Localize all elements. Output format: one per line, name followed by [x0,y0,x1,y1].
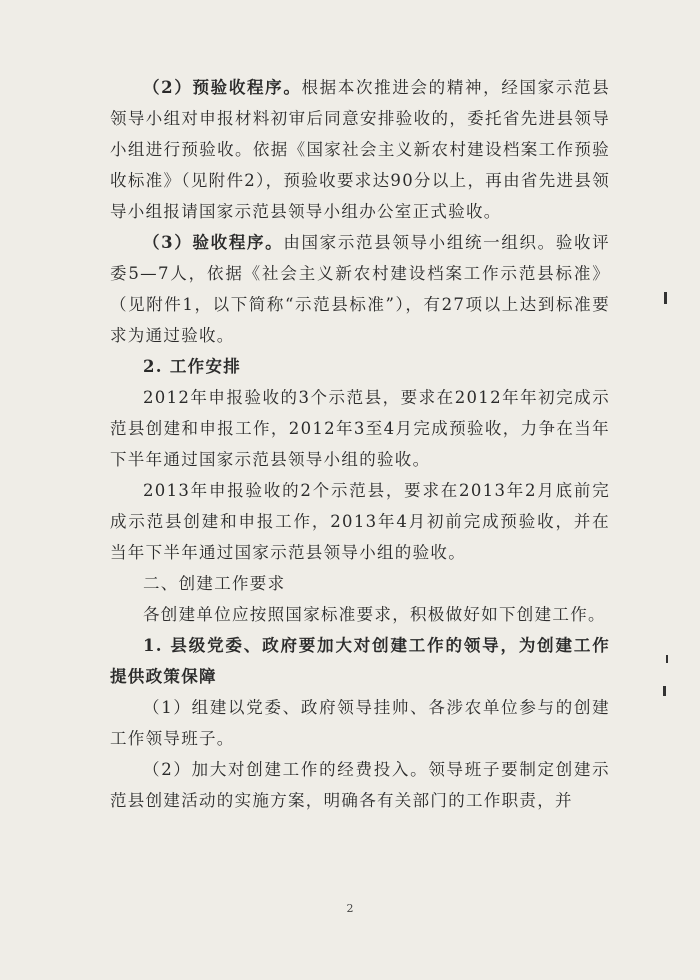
paragraph-units: 各创建单位应按照国家标准要求，积极做好如下创建工作。 [143,605,606,624]
paragraph-2013: 2013年申报验收的2个示范县，要求在2013年2月底前完成示范县创建和申报工作，2013年4月初前完成预验收，并在当年下半年通过国家示范县领导小组的验收。 [110,481,610,562]
paragraph-pre-acceptance [110,72,610,227]
paragraph-2012: 2012年申报验收的3个示范县，要求在2012年年初完成示范县创建和申报工作，2012年3至4月完成预验收，力争在当年下半年通过国家示范县领导小组的验收。 [110,388,610,469]
body-text [110,72,610,816]
paragraph-lead: （2）预验收程序。 [143,78,302,97]
paragraph-lead: （3）验收程序。 [143,233,284,252]
paragraph-acceptance [110,227,610,351]
paragraph-text: 根据本次推进会的精神，经国家示范县领导小组对申报材料初审后同意安排验收的，委托省先进县领导小组进行预验收。依据《国家社会主义新农村建设档案工作预验收标准》（见附件2），预验收要求达90分以上，再由省先进县领导小组报请国家示范县领导小组办公室正式验收。 [110,78,610,221]
scan-mark [663,686,666,696]
heading-work-arrangement: 2. 工作安排 [143,357,242,376]
paragraph-text: 由国家示范县领导小组统一组织。验收评委5—7人，依据《社会主义新农村建设档案工作示范县标准》（见附件1，以下简称“示范县标准”），有27项以上达到标准要求为通过验收。 [110,233,610,345]
heading-leadership: 1. 县级党委、政府要加大对创建工作的领导，为创建工作提供政策保障 [110,636,610,686]
heading-requirements: 二、创建工作要求 [143,574,286,593]
page-number: 2 [346,902,354,915]
scan-mark [666,655,668,663]
paragraph-item-1: （1）组建以党委、政府领导挂帅、各涉农单位参与的创建工作领导班子。 [110,698,610,748]
paragraph-item-2: （2）加大对创建工作的经费投入。领导班子要制定创建示范县创建活动的实施方案，明确各有关部门的工作职责，并 [110,760,610,810]
scan-mark [664,292,667,304]
